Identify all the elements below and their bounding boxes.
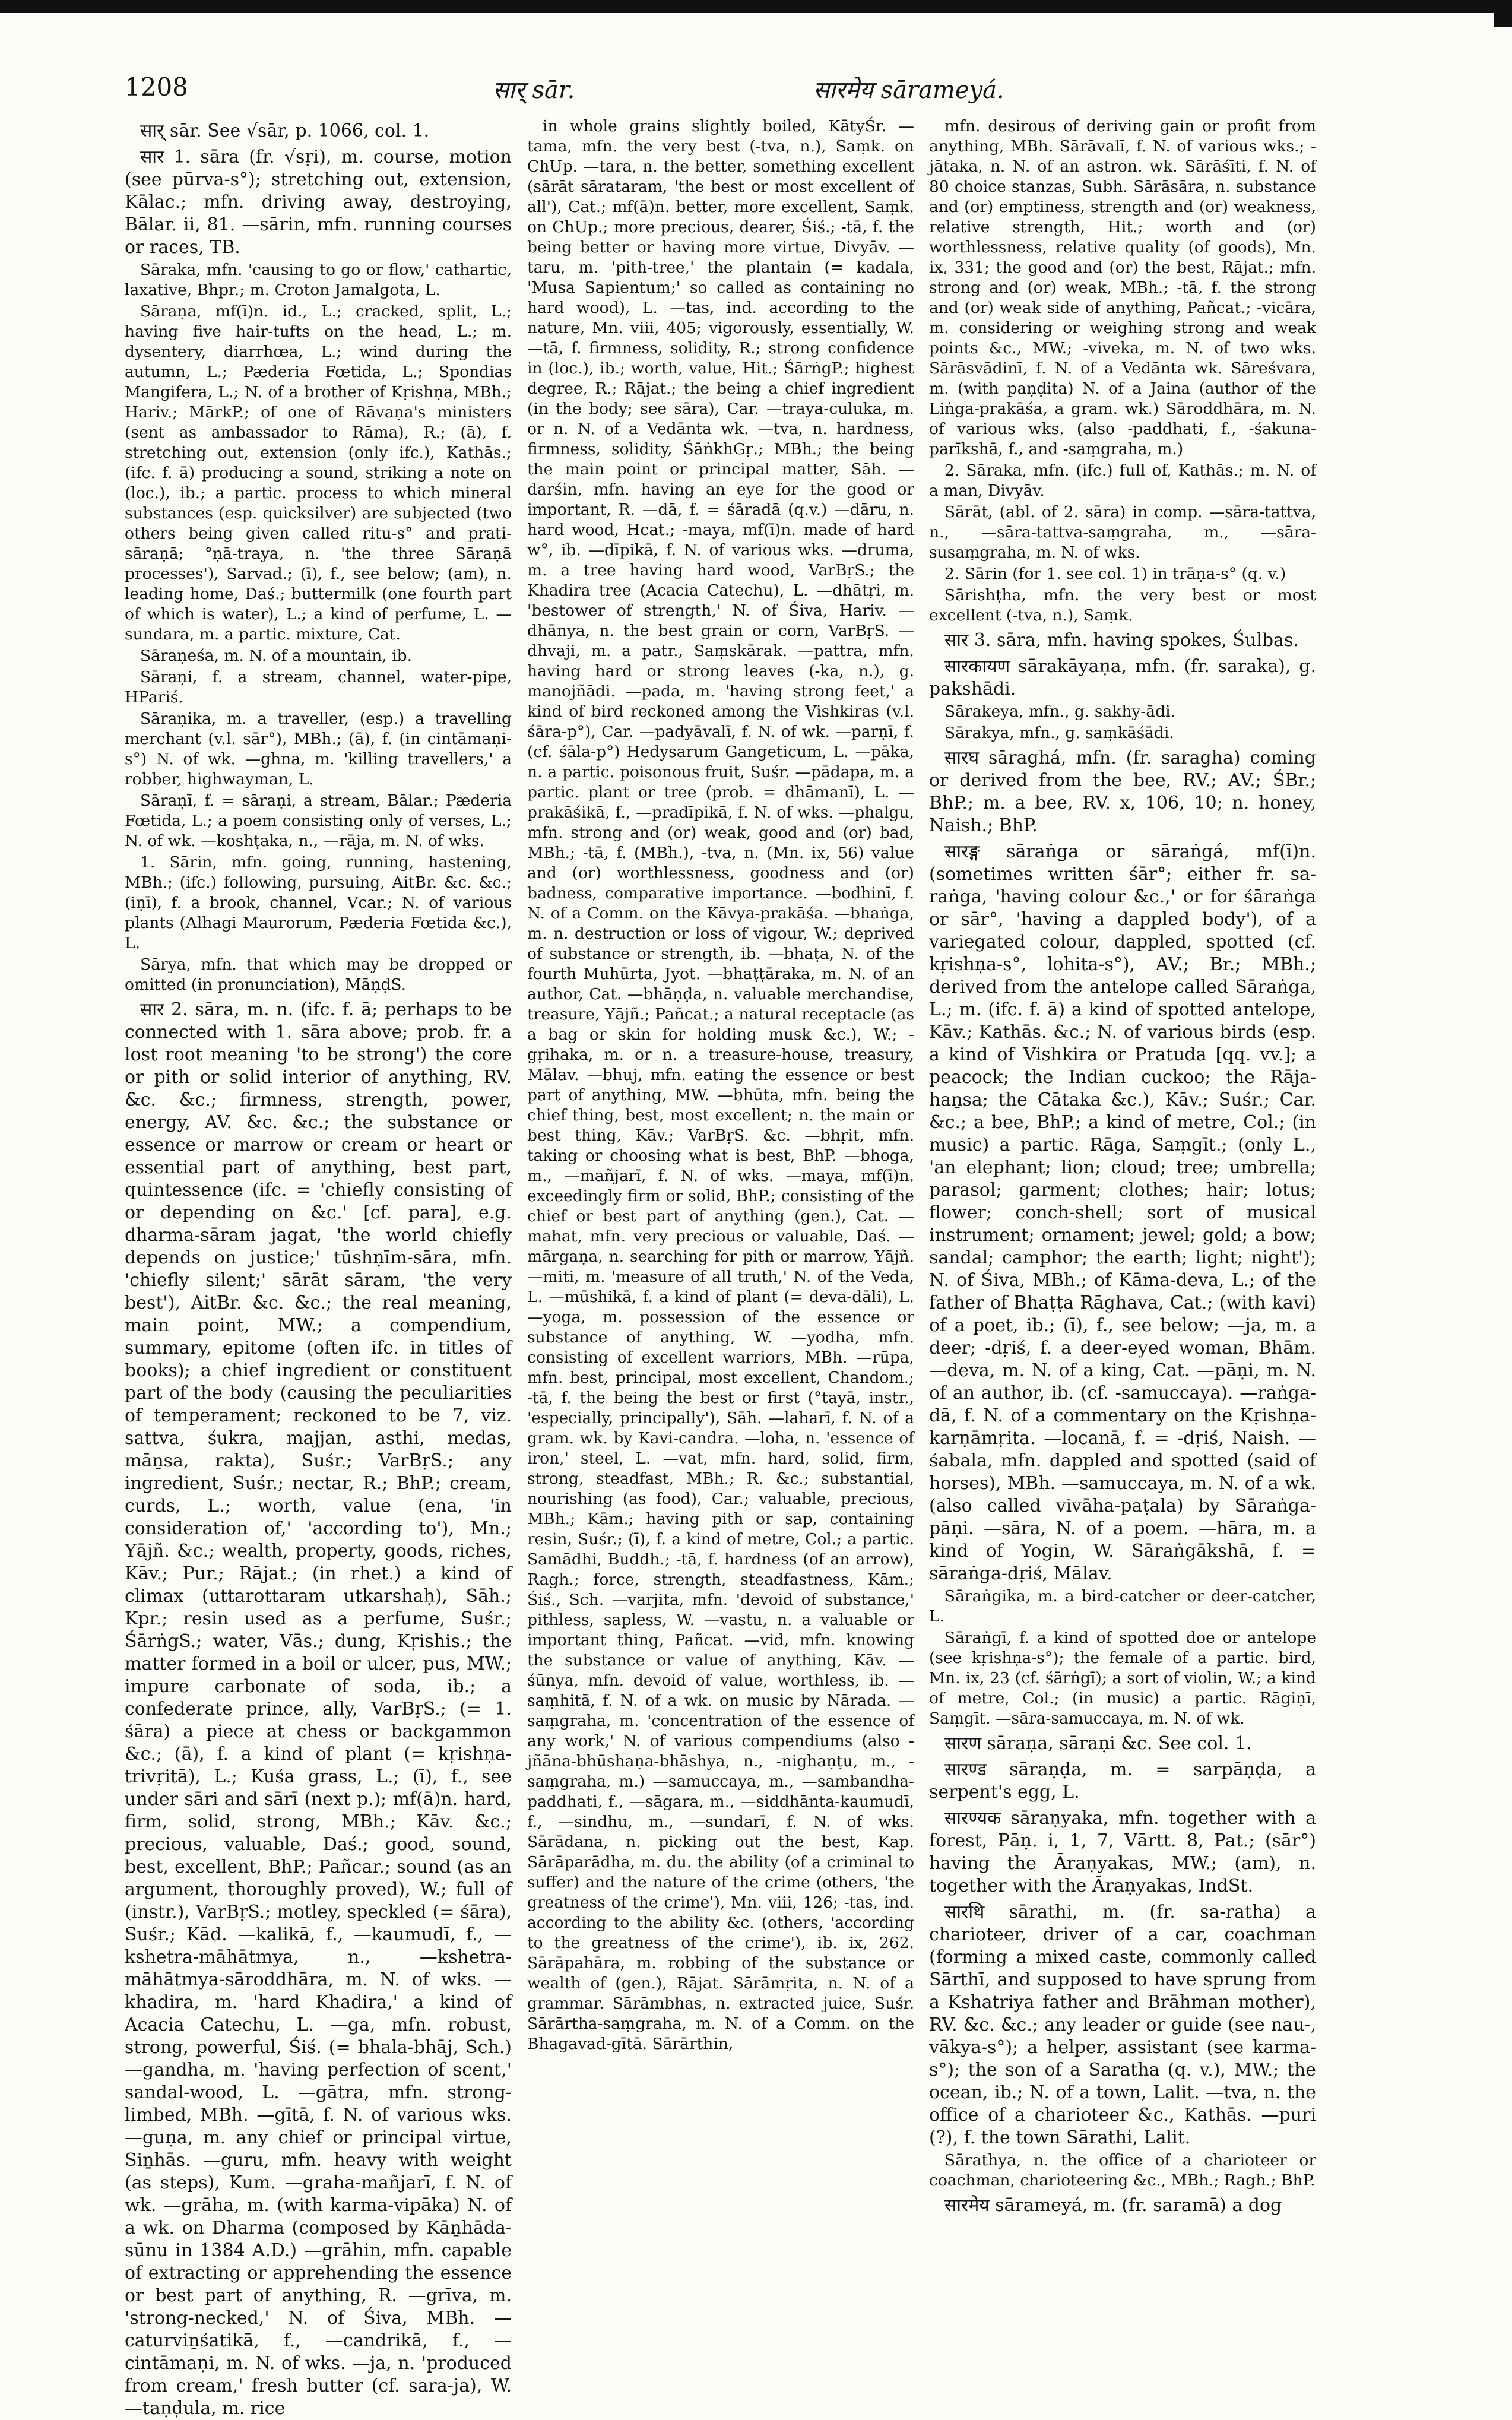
dictionary-entry: Sāraṇa, mf(ī)n. id., L.; cracked, split, L.; having five hair-tufts on the head, L.; m. dysentery, diarrhœa, L.; wind during the autumn, L.; Pæderia Fœtida, L.; Spondias Mangifera, L.; N. of a brother of Kṛishṇa, MBh.; Hariv.; MārkP.; of one of Rāvaṇa's ministers (sent as ambassador to Rāma), R.; (ā), f. stretching out, extension (only ifc.), Kathās.; (ifc. f. ā) producing a sound, striking a note on (loc.), ib.; a partic. process to which mineral substances (esp. quicksilver) are subjected (two others being given called ritu-s° and prati-sāraṇā; °ṇā-traya, n. 'the three Sāraṇā processes'), Sarvad.; (ī), f., see below; (am), n. leading home, Daś.; buttermilk (one fourth part of which is water), L.; a kind of perfume, L. —sundara, m. a partic. mixture, Cat. [125,302,512,644]
dictionary-entry: 2. Sāraka, mfn. (ifc.) full of, Kathās.; m. N. of a man, Divyāv. [929,461,1316,500]
dictionary-entry: सारथि sārathi, m. (fr. sa-ratha) a charioteer, driver of a car, coachman (forming a mixed caste, commonly called Sārthī, and supposed to have sprung from a Kshatriya father and Brāhman mother), RV. &c. &c.; any leader or guide (see nau-, vākya-s°); a helper, assistant (see karma-s°); the son of a Saratha (q. v.), MW.; the ocean, ib.; N. of a town, Lalit. —tva, n. the office of a charioteer &c., Kathās. —puri (?), f. the town Sārathi, Lalit. [929,1902,1316,2148]
dictionary-entry: सार 3. sāra, mfn. having spokes, Śulbas. [944,630,1299,651]
header-first-headword: सार् sār. [493,77,575,104]
scan-corner-mark [1494,0,1512,27]
column-1 [125,116,512,2419]
dictionary-entry: Sārakeya, mfn., g. sakhy-ādi. [944,702,1175,721]
column-3 [929,116,1316,2216]
dictionary-entry: Sāraṇī, f. = sāraṇi, a stream, Bālar.; Pæderia Fœtida, L.; a poem consisting only of verses, L.; N. of wk. —koshṭaka, n., —rāja, m. N. of wks. [125,791,512,850]
dictionary-entry: Sārakya, mfn., g. saṃkāśādi. [944,724,1174,742]
dictionary-entry: 1. Sārin, mfn. going, running, hastening, MBh.; (ifc.) following, pursuing, AitBr. &c. &c.; (iṇī), f. a brook, channel, Vcar.; N. of various plants (Alhagi Maurorum, Pæderia Fœtida &c.), L. [125,853,512,952]
dictionary-entry: in whole grains slightly boiled, KātyŚr. —tama, mfn. the very best (-tva, n.), Saṃk. on ChUp. —tara, n. the better, something excellent (sārāt sārataram, 'the best or most excellent of all'), Cat.; mf(ā)n. better, more excellent, Saṃk. on ChUp.; more precious, dearer, Śiś.; -tā, f. the being better or having more virtue, Divyāv. —taru, m. 'pith-tree,' the plantain (= kadala, 'Musa Sapientum;' so called as containing no hard wood), L. —tas, ind. according to the nature, Mn. viii, 405; vigorously, essentially, W. —tā, f. firmness, solidity, R.; strong confidence in (loc.), ib.; worth, value, Hit.; ŚārṅgP.; highest degree, R.; Rājat.; the being a chief ingredient (in the body; see sāra), Car. —traya-culuka, m. or n. N. of a Vedānta wk. —tva, n. hardness, firmness, solidity, ŚāṅkhGṛ.; MBh.; the being the main point or principal matter, Sāh. —darśin, mfn. having an eye for the good or important, R. —dā, f. = śāradā (q.v.) —dāru, n. hard wood, Hcat.; -maya, mf(ī)n. made of hard w°, ib. —dīpikā, f. N. of various wks. —druma, m. a tree having hard wood, VarBṛS.; the Khadira tree (Acacia Catechu), L. —dhātṛi, m. 'bestower of strength,' N. of Śiva, Hariv. —dhānya, n. the best grain or corn, VarBṛS. —dhvaji, m. a patr., Saṃskārak. —pattra, mfn. having hard or strong leaves (-ka, n.), g. manojñādi. —pada, m. 'having strong feet,' a kind of bird reckoned among the Vishkiras (v.l. śāra-p°), Car. —padyāvalī, f. N. of wk. —parṇī, f. (cf. śāla-p°) Hedysarum Gangeticum, L. —pāka, n. a partic. poisonous fruit, Suśr. —pādapa, m. a partic. plant or tree (prob. = dhāmanī), L. —prakāśikā, f., —pradīpikā, f. N. of wks. —phalgu, mfn. strong and (or) weak, good and (or) bad, MBh.; -tā, f. (MBh.), -tva, n. (Mn. ix, 56) value and (or) worthlessness, goodness and (or) badness, comparative importance. —bodhinī, f. N. of a Comm. on the Kāvya-prakāśa. —bhaṅga, m. n. destruction or loss of vigour, W.; deprived of substance or strength, ib. —bhaṭa, N. of the fourth Muhūrta, Jyot. —bhaṭṭāraka, m. N. of an author, Cat. —bhāṇḍa, n. valuable merchandise, treasure, Yājñ.; Pañcat.; a natural receptacle (as a bag or skin for holding musk &c.), W.; -gṛihaka, m. or n. a treasure-house, treasury, Mālav. —bhuj, mfn. eating the essence or best part of anything, MW. —bhūta, mfn. being the chief thing, best, most excellent; n. the main or best thing, Kāv.; VarBṛS. &c. —bhṛit, mfn. taking or choosing what is best, BhP. —bhoga, m., —mañjarī, f. N. of wks. —maya, mf(ī)n. exceedingly firm or solid, BhP.; consisting of the chief or best part of anything (gen.), Cat. —mahat, mfn. very precious or valuable, Daś. —mārgaṇa, n. searching for pith or marrow, Yājñ. —miti, m. 'measure of all truth,' N. of the Veda, L. —mūshikā, f. a kind of plant (= deva-dāli), L. —yoga, m. possession of the essence or substance of anything, W. —yodha, mfn. consisting of excellent warriors, MBh. —rūpa, mfn. best, principal, most excellent, Chandom.; -tā, f. the being the best or first (°tayā, instr., 'especially, principally'), Sāh. —laharī, f. N. of a gram. wk. by Kavi-candra. —loha, n. 'essence of iron,' steel, L. —vat, mfn. hard, solid, firm, strong, steadfast, MBh.; R. &c.; substantial, nourishing (as food), Car.; valuable, precious, MBh.; Kām.; having pith or sap, containing resin, Suśr.; (ī), f. a kind of metre, Col.; a partic. Samādhi, Buddh.; -tā, f. hardness (of an arrow), Ragh.; force, strength, steadfastness, Kām.; Śiś., Sch. —varjita, mfn. 'devoid of substance,' pithless, sapless, W. —vastu, n. a valuable or important thing, Pañcat. —vid, mfn. knowing the substance or value of anything, Kāv. —śūnya, mfn. devoid of value, worthless, ib. —saṃhitā, f. N. of a wk. on music by Nārada. —saṃgraha, m. 'concentration of the essence of any work,' N. of various compendiums (also -jñāna-bhūshaṇa-bhāshya, n., -nighaṇṭu, m., -saṃgraha, m.) —samuccaya, m., —sambandha-paddhati, f., —sāgara, m., —siddhānta-kaumudī, f., —sindhu, m., —sundarī, f. N. of wks. Sārādana, n. picking out the best, Kap. Sārāparādha, m. du. the ability (of a criminal to suffer) and the nature of the crime (others, 'the greatness of the crime'), Mn. viii, 126; -tas, ind. according to the ability &c. (others, 'according to the greatness of the crime'), ib. ix, 262. Sārāpahāra, m. robbing of the substance or wealth of (gen.), Rājat. Sārāmṛita, n. N. of a grammar. Sārāmbhas, n. extracted juice, Suśr. Sārārtha-saṃgraha, m. N. of a Comm. on the Bhagavad-gītā. Sārārthin, [527,117,914,2053]
scan-top-edge [0,0,1512,13]
dictionary-entry: Sāraṇi, f. a stream, channel, water-pipe, HPariś. [125,668,512,707]
dictionary-entry: Sāraṅgika, m. a bird-catcher or deer-catcher, L. [929,1587,1316,1626]
dictionary-entry: सारण्यक sāraṇyaka, mfn. together with a forest, Pāṇ. i, 1, 7, Vārtt. 8, Pat.; (sār°) having the Āraṇyakas, MW.; (am), n. together with the Āraṇyakas, IndSt. [929,1808,1316,1896]
dictionary-entry: Sārathya, n. the office of a charioteer or coachman, charioteering &c., MBh.; Ragh.; BhP. [929,2151,1316,2190]
dictionary-entry: सारघ sāraghá, mfn. (fr. saragha) coming or derived from the bee, RV.; AV.; ŚBr.; BhP.; m. a bee, RV. x, 106, 10; n. honey, Naish.; BhP. [929,747,1316,836]
page-header [125,72,1437,109]
dictionary-entry: Sāraṇeśa, m. N. of a mountain, ib. [140,647,413,665]
dictionary-entry: Sārya, mfn. that which may be dropped or omitted (in pronunciation), MāṇḍS. [125,955,512,994]
header-last-headword: सारमेय sārameyá. [813,77,1004,104]
page-number: 1208 [125,72,188,102]
dictionary-entry: mfn. desirous of deriving gain or profit from anything, MBh. Sārāvalī, f. N. of various wks.; -jātaka, n. N. of an astron. wk. Sārāśīti, f. N. of 80 choice stanzas, Subh. Sārāsāra, n. substance and (or) emptiness, strength and (or) weakness, relative strength, Hit.; worth and (or) worthlessness, relative quality (of goods), Mn. ix, 331; the good and (or) the best, Rājat.; mfn. strong and (or) weak, MBh.; -tā, f. the strong and (or) weak side of anything, Pañcat.; -vicāra, m. considering or weighing strong and weak points &c., MW.; -viveka, m. N. of two wks. Sārāsvādinī, f. N. of a Vedānta wk. Sāreśvara, m. (with paṇḍita) N. of a Jaina (author of the Liṅga-prakāśa, a gram. wk.) Sāroddhāra, m. N. of various wks. (also -paddhati, f., -śakuna-parīkshā, f., and -saṃgraha, m.) [929,117,1316,458]
dictionary-entry: सारण sāraṇa, sāraṇi &c. See col. 1. [944,1733,1252,1754]
dictionary-entry: Sāraṅgī, f. a kind of spotted doe or antelope (see kṛishṇa-s°); the female of a partic. bird, Mn. ix, 23 (cf. śārṅgī); a sort of violin, W.; a kind of metre, Col.; (in music) a partic. Rāgiṇī, Saṃgīt. —sāra-samuccaya, m. N. of wk. [929,1629,1316,1728]
dictionary-entry: 2. Sārin (for 1. see col. 1) in trāṇa-s° (q. v.) [944,565,1286,583]
dictionary-entry: सारङ्ग sāraṅga or sāraṅgá, mf(ī)n. (sometimes written śār°; either fr. sa-raṅga, 'having colour &c.,' or for śāraṅga or sār°, 'having a dappled body'), of a variegated colour, dappled, spotted (cf. kṛishṇa-s°, lohita-s°), AV.; Br.; MBh.; derived from the antelope called Sāraṅga, L.; m. (ifc. f. ā) a kind of spotted antelope, Kāv.; Kathās. &c.; N. of various birds (esp. a kind of Vishkira or Pratuda [qq. vv.]; a peacock; the Indian cuckoo; the Rāja-haṉsa; the Cātaka &c.), Kāv.; Suśr.; Car. &c.; a bee, BhP.; a kind of metre, Col.; (in music) a partic. Rāga, Saṃgīt.; (only L., 'an elephant; lion; cloud; tree; umbrella; parasol; garment; clothes; hair; lotus; flower; conch-shell; sort of musical instrument; ornament; jewel; gold; a bow; sandal; camphor; the earth; light; night'); N. of Śiva, MBh.; of Kāma-deva, L.; of the father of Bhaṭṭa Rāghava, Cat.; (with kavi) of a poet, ib.; (ī), f., see below; —ja, m. a deer; -dṛiś, f. a deer-eyed woman, Bhām. —deva, m. N. of a king, Cat. —pāṇi, m. N. of an author, ib. (cf. -samuccaya). —raṅga-dā, f. N. of a commentary on the Kṛishṇa-karṇāmṛita. —locanā, f. = -dṛiś, Naish. —śabala, mfn. dappled and spotted (said of horses), MBh. —samuccaya, m. N. of a wk. (also called vivāha-paṭala) by Sāraṅga-pāṇi. —sāra, N. of a poem. —hāra, m. a kind of Yogin, W. Sāraṅgākshā, f. = sāraṅga-dṛiś, Mālav. [929,841,1316,1584]
dictionary-entry: Sārishṭha, mfn. the very best or most excellent (-tva, n.), Saṃk. [929,586,1316,625]
dictionary-entry: सारमेय sārameyá, m. (fr. saramā) a dog [944,2195,1282,2216]
dictionary-entry: सारकायण sārakāyaṇa, mfn. (fr. saraka), g. pakshādi. [929,656,1316,699]
dictionary-entry: सारण्ड sāraṇḍa, m. = sarpāṇḍa, a serpent's egg, L. [929,1759,1316,1803]
dictionary-entry: सार् sār. See √sār, p. 1066, col. 1. [140,121,430,141]
dictionary-entry: सार 1. sāra (fr. √sṛi), m. course, motion (see pūrva-s°); stretching out, extension, Kālac.; mfn. driving away, destroying, Bālar. ii, 81. —sārin, mfn. running courses or races, TB. [125,147,512,258]
dictionary-entry: Sāraṇika, m. a traveller, (esp.) a travelling merchant (v.l. sār°), MBh.; (ā), f. (in cintāmaṇi-s°) N. of wk. —ghna, m. 'killing travellers,' a robber, highwayman, L. [125,709,512,788]
dictionary-entry: Sāraka, mfn. 'causing to go or flow,' cathartic, laxative, Bhpr.; m. Croton Jamalgota, L. [125,261,512,299]
column-2 [527,116,914,2053]
dictionary-entry: सार 2. sāra, m. n. (ifc. f. ā; perhaps to be connected with 1. sāra above; prob. fr. a lost root meaning 'to be strong') the core or pith or solid interior of anything, RV. &c. &c.; firmness, strength, power, energy, AV. &c. &c.; the substance or essence or marrow or cream or heart or essential part of anything, best part, quintessence (ifc. = 'chiefly consisting of or depending on &c.' [cf. para], e.g. dharma-sāram jagat, 'the world chiefly depends on justice;' tūshṇīm-sāra, mfn. 'chiefly silent;' sārāt sāram, 'the very best'), AitBr. &c. &c.; the real meaning, main point, MW.; a compendium, summary, epitome (often ifc. in titles of books); a chief ingredient or constituent part of the body (causing the peculiarities of temperament; reckoned to be 7, viz. sattva, śukra, majjan, asthi, medas, māṉsa, rakta), Suśr.; VarBṛS.; any ingredient, Suśr.; nectar, R.; BhP.; cream, curds, L.; worth, value (ena, 'in consideration of,' 'according to'), Mn.; Yājñ. &c.; wealth, property, goods, riches, Kāv.; Pur.; Rājat.; (in rhet.) a kind of climax (uttarottaram utkarshaḥ), Sāh.; Kpr.; resin used as a perfume, Suśr.; ŚārṅgS.; water, Vās.; dung, Kṛishis.; the matter formed in a boil or ulcer, pus, MW.; impure carbonate of soda, ib.; a confederate prince, ally, VarBṛS.; (= 1. śāra) a piece at chess or backgammon &c.; (ā), f. a kind of plant (= kṛishṇa-trivṛitā), L.; Kuśa grass, L.; (ī), f., see under sāri and sārī (next p.); mf(ā)n. hard, firm, solid, strong, MBh.; Kāv. &c.; precious, valuable, Daś.; good, sound, best, excellent, BhP.; Pañcar.; sound (as an argument, thoroughly proved), W.; full of (instr.), VarBṛS.; motley, speckled (= śāra), Suśr.; Kād. —kalikā, f., —kaumudī, f., —kshetra-māhātmya, n., —kshetra-māhātmya-sāroddhāra, m. N. of wks. —khadira, m. 'hard Khadira,' a kind of Acacia Catechu, L. —ga, mfn. robust, strong, powerful, Śiś. (= bhala-bhāj, Sch.) —gandha, m. 'having perfection of scent,' sandal-wood, L. —gātra, mfn. strong-limbed, MBh. —gītā, f. N. of various wks. —guṇa, m. any chief or principal virtue, Siṉhās. —guru, mfn. heavy with weight (as steps), Kum. —graha-mañjarī, f. N. of wk. —grāha, m. (with karma-vipāka) N. of a wk. on Dharma (composed by Kāṉhāda-sūnu in 1384 A.D.) —grāhin, mfn. capable of extracting or apprehending the essence or best part of anything, R. —grīva, m. 'strong-necked,' N. of Śiva, MBh. —caturviṉśatikā, f., —candrikā, f., —cintāmaṇi, m. N. of wks. —ja, n. 'produced from cream,' fresh butter (cf. sara-ja), W. —taṇḍula, m. rice [125,999,512,2419]
dictionary-entry: Sārāt, (abl. of 2. sāra) in comp. —sāra-tattva, n., —sāra-tattva-saṃgraha, m., —sāra-susaṃgraha, m. N. of wks. [929,503,1316,562]
